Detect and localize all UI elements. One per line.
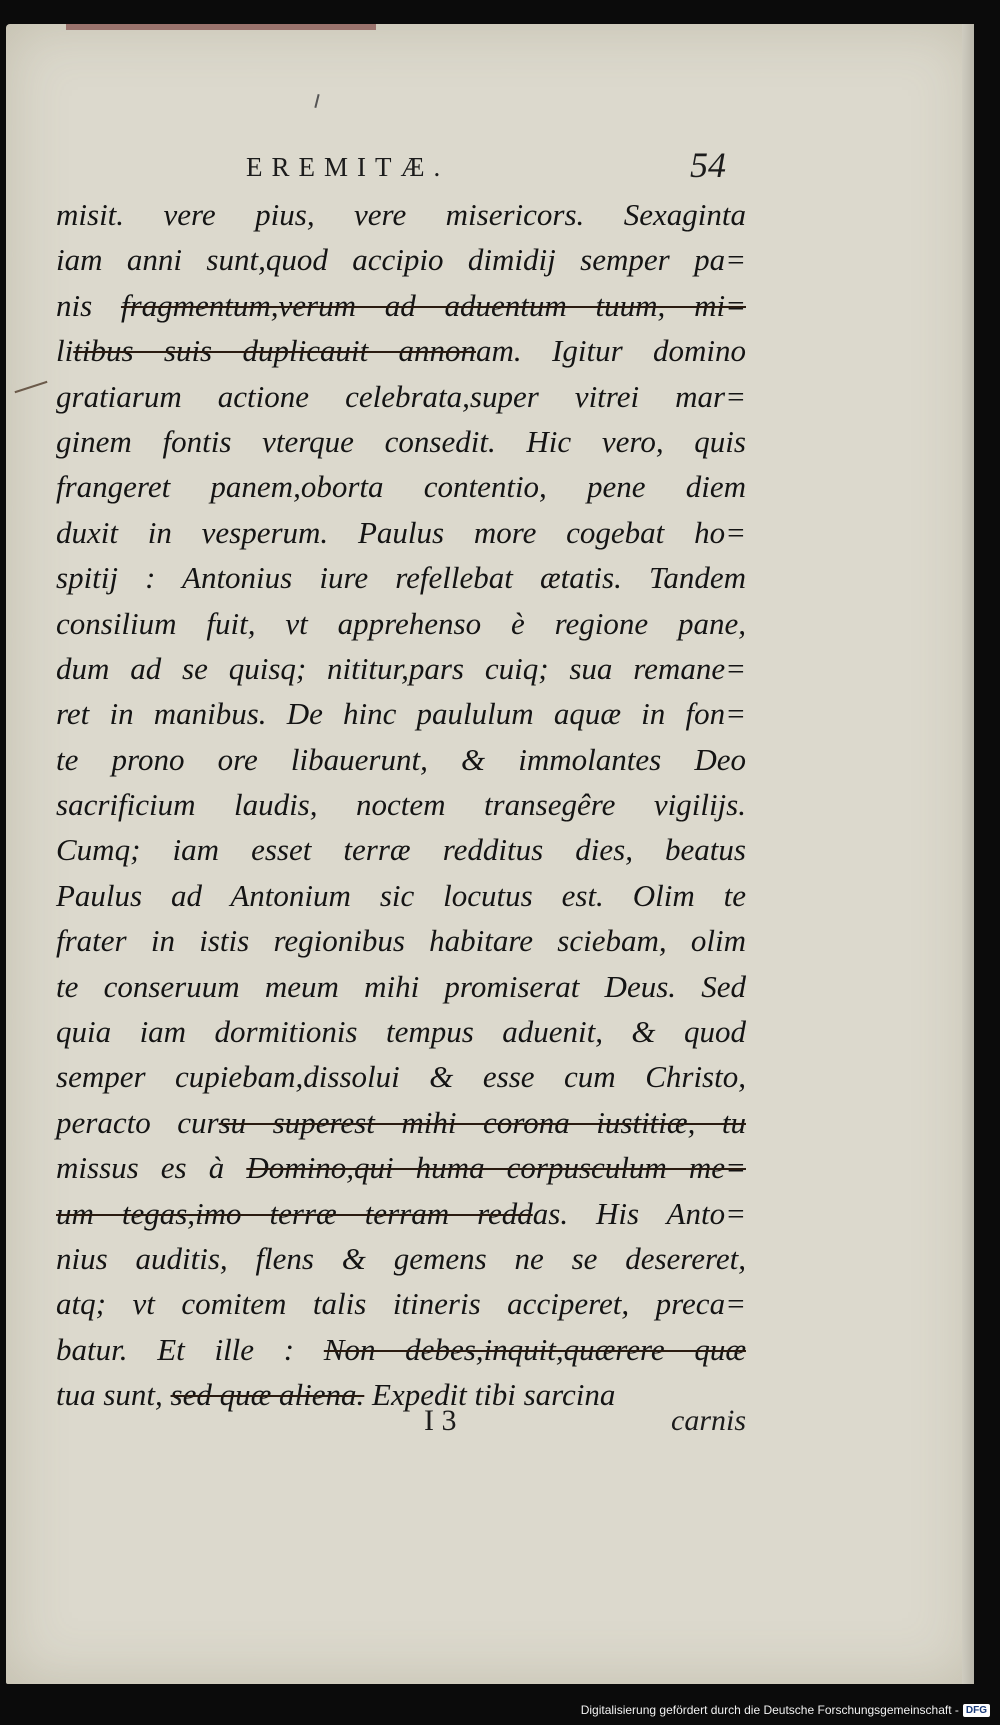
- text-line: [56, 691, 746, 736]
- text-line: [56, 827, 746, 872]
- text-line: [56, 782, 746, 827]
- main-text-block: [56, 192, 746, 1418]
- text-segment: Cumq; iam esset terræ redditus dies, beatus: [56, 832, 746, 868]
- underlined-passage: Non debes,inquit,quærere quæ: [323, 1331, 747, 1367]
- text-line: [56, 374, 746, 419]
- text-segment: semper cupiebam,dissolui & esse cum Christo,: [56, 1059, 746, 1095]
- scanned-page: [6, 24, 974, 1684]
- text-line: [56, 192, 746, 237]
- text-segment: iam anni sunt,quod accipio dimidij semper pa=: [56, 242, 746, 278]
- text-line: [56, 964, 746, 1009]
- text-segment: batur. Et ille :: [56, 1331, 324, 1367]
- text-line: [56, 555, 746, 600]
- text-line: [56, 464, 746, 509]
- text-line: [56, 1191, 746, 1236]
- text-segment: ret in manibus. De hinc paululum aquæ in fon=: [56, 696, 746, 732]
- text-segment: nis: [56, 287, 121, 323]
- text-line: [56, 1100, 746, 1145]
- text-segment: li: [56, 333, 74, 369]
- credit-text: Digitalisierung gefördert durch die Deutsche Forschungsgemeinschaft -: [580, 1703, 959, 1717]
- underlined-passage: sed quæ aliena.: [170, 1377, 365, 1413]
- text-segment: frangeret panem,oborta contentio, pene diem: [56, 469, 746, 505]
- text-line: [56, 918, 746, 963]
- underlined-passage: um tegas,imo terræ terram redd: [56, 1195, 533, 1231]
- text-segment: tua sunt,: [56, 1377, 171, 1413]
- text-segment: quia iam dormitionis tempus aduenit, & quod: [56, 1014, 746, 1050]
- catchword: carnis: [671, 1404, 746, 1437]
- text-segment: spitij : Antonius iure refellebat ætatis. Tandem: [56, 560, 746, 596]
- underlined-passage: Domino,qui huma corpusculum me=: [246, 1150, 746, 1186]
- text-segment: missus es à: [56, 1150, 247, 1186]
- folio-number: 54: [690, 145, 726, 185]
- text-segment: frater in istis regionibus habitare sciebam, olim: [56, 923, 746, 959]
- text-segment: as. His Anto=: [532, 1195, 746, 1231]
- text-segment: dum ad se quisq; nititur,pars cuiq; sua remane=: [56, 650, 746, 686]
- text-segment: Paulus ad Antonium sic locutus est. Olim te: [56, 877, 746, 913]
- text-segment: consilium fuit, vt apprehenso è regione pane,: [56, 605, 746, 641]
- text-line: [56, 1054, 746, 1099]
- text-line: [56, 328, 746, 373]
- text-line: [56, 601, 746, 646]
- text-segment: am. Igitur domino: [476, 333, 747, 369]
- page-footer: [56, 1404, 746, 1444]
- text-segment: nius auditis, flens & gemens ne se desereret,: [56, 1240, 746, 1276]
- signature-mark: I 3: [424, 1404, 457, 1437]
- text-segment: peracto cur: [56, 1104, 219, 1140]
- underlined-passage: su superest mihi corona iustitiæ, tu: [218, 1104, 746, 1140]
- text-segment: Expedit tibi sarcina: [364, 1377, 616, 1413]
- red-edge-stain: [66, 24, 376, 30]
- text-segment: gratiarum actione celebrata,super vitrei mar=: [56, 378, 746, 414]
- text-line: [56, 1009, 746, 1054]
- text-segment: ginem fontis vterque consedit. Hic vero, quis: [56, 423, 746, 459]
- text-line: [56, 237, 746, 282]
- margin-pen-mark: [15, 381, 48, 393]
- text-line: [56, 510, 746, 555]
- text-segment: sacrificium laudis, noctem transegêre vigilijs.: [56, 787, 746, 823]
- text-line: [56, 1281, 746, 1326]
- text-segment: atq; vt comitem talis itineris acciperet, preca=: [56, 1286, 746, 1322]
- digitization-credit: [581, 1703, 990, 1717]
- underlined-passage: fragmentum,verum ad aduentum tuum, mi=: [120, 287, 746, 323]
- stray-pen-mark: [314, 94, 319, 108]
- running-head: EREMITÆ.: [246, 152, 450, 182]
- text-line: [56, 1145, 746, 1190]
- page-edge-shadow: [962, 24, 974, 1684]
- text-line: [56, 1327, 746, 1372]
- text-line: [56, 283, 746, 328]
- text-line: [56, 873, 746, 918]
- text-segment: misit. vere pius, vere misericors. Sexaginta: [56, 197, 746, 232]
- text-line: [56, 646, 746, 691]
- text-segment: te conseruum meum mihi promiserat Deus. Sed: [56, 968, 746, 1004]
- dfg-logo: DFG: [963, 1704, 990, 1717]
- page-header: [56, 142, 726, 190]
- text-line: [56, 1236, 746, 1281]
- text-line: [56, 419, 746, 464]
- text-line: [56, 737, 746, 782]
- underlined-passage: tibus suis duplicauit annon: [73, 333, 477, 369]
- text-segment: te prono ore libauerunt, & immolantes Deo: [56, 741, 746, 777]
- text-segment: duxit in vesperum. Paulus more cogebat ho=: [56, 514, 746, 550]
